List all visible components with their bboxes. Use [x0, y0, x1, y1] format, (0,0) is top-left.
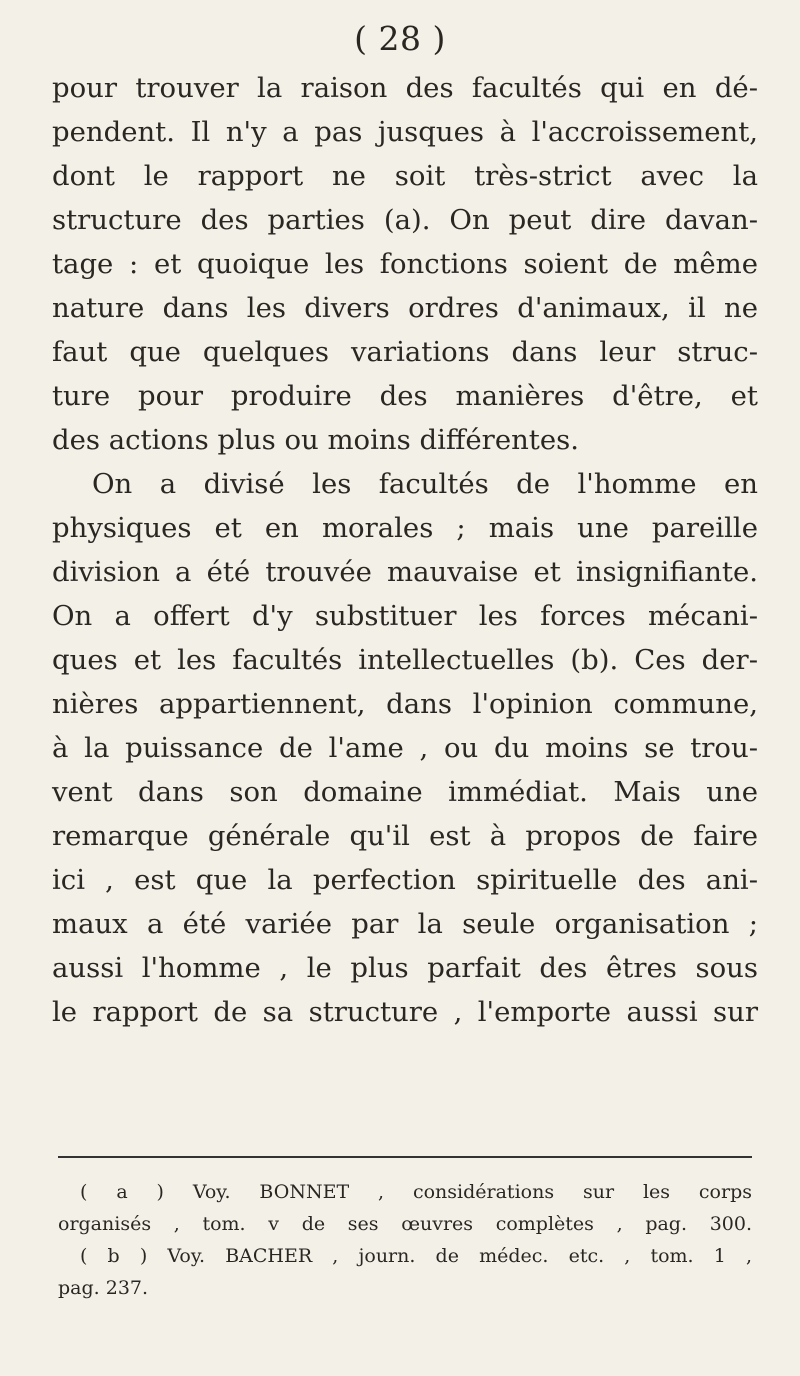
text-line: dont le rapport ne soit très-strict avec la [52, 160, 758, 192]
footnotes [58, 1176, 752, 1304]
text-line: ques et les facultés intellectuelles (b). Ces der- [52, 644, 758, 676]
text-line: ture pour produire des manières d'être, et [52, 380, 758, 412]
text-line: vent dans son domaine immédiat. Mais une [52, 776, 758, 808]
text-line: tage : et quoique les fonctions soient de même [52, 248, 758, 280]
footnote-separator [58, 1156, 752, 1158]
footnote-line: ( a ) Voy. BONNET , considérations sur les corps [80, 1181, 752, 1203]
text-line: On a divisé les facultés de l'homme en [92, 468, 758, 500]
text-line: nature dans les divers ordres d'animaux, il ne [52, 292, 758, 324]
footnote-line: ( b ) Voy. BACHER , journ. de médec. etc. , tom. 1 , [80, 1245, 752, 1267]
text-line: faut que quelques variations dans leur struc- [52, 336, 758, 368]
text-line: pour trouver la raison des facultés qui en dé- [52, 72, 758, 104]
text-line: à la puissance de l'ame , ou du moins se trou- [52, 732, 758, 764]
text-line: maux a été variée par la seule organisation ; [52, 908, 758, 940]
text-line: division a été trouvée mauvaise et insignifiante. [52, 556, 758, 588]
text-line: nières appartiennent, dans l'opinion commune, [52, 688, 758, 720]
page-number: ( 28 ) [354, 19, 446, 58]
text-line: aussi l'homme , le plus parfait des êtres sous [52, 952, 758, 984]
text-line: structure des parties (a). On peut dire davan- [52, 204, 758, 236]
footnote-line: pag. 237. [58, 1277, 149, 1299]
text-line: ici , est que la perfection spirituelle des ani- [52, 864, 758, 896]
text-line: On a offert d'y substituer les forces mécani- [52, 600, 758, 632]
text-line: le rapport de sa structure , l'emporte aussi sur [52, 996, 758, 1028]
footnote-line: organisés , tom. v de ses œuvres complètes , pag. 300. [58, 1213, 752, 1235]
text-line: physiques et en morales ; mais une pareille [52, 512, 758, 544]
text-line: des actions plus ou moins différentes. [52, 424, 579, 456]
text-line: remarque générale qu'il est à propos de faire [52, 820, 758, 852]
text-line: pendent. Il n'y a pas jusques à l'accroissement, [52, 116, 758, 148]
body-text [52, 66, 758, 1034]
